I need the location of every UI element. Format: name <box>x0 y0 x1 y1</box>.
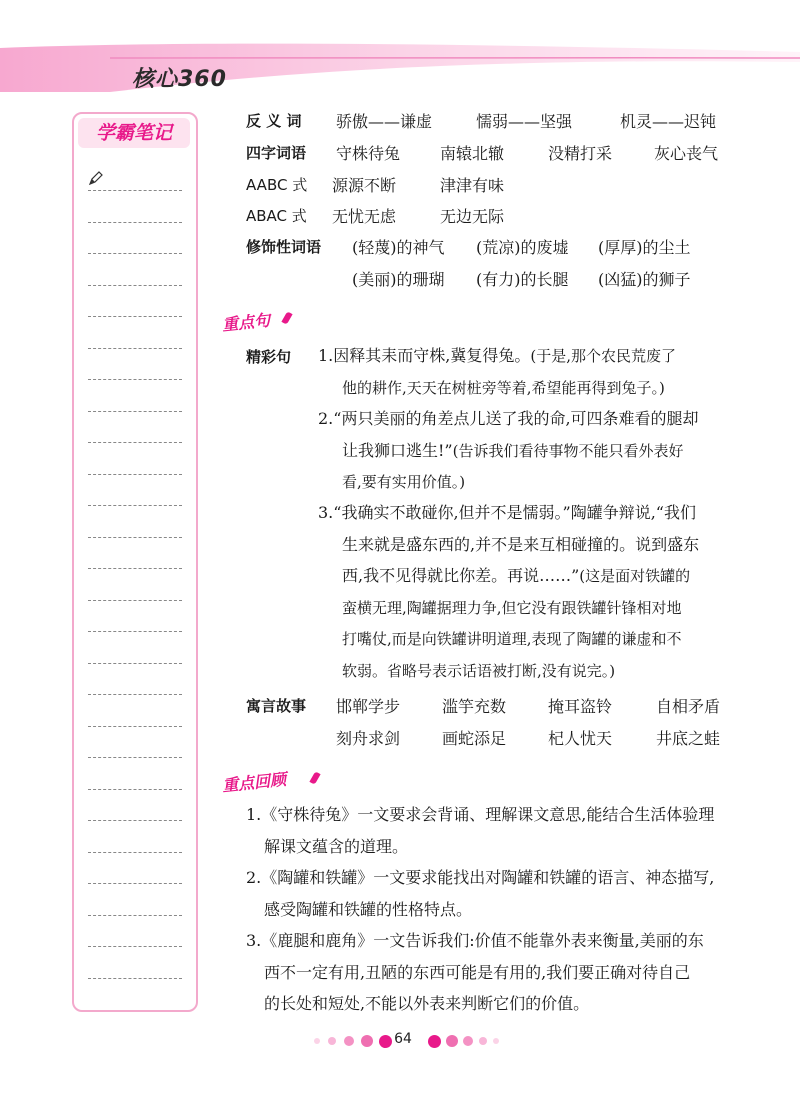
page-dot <box>361 1035 373 1047</box>
four-char-item: 灰心丧气 <box>654 144 719 163</box>
fables-label: 寓言故事 <box>246 697 307 715</box>
heading-mark-icon <box>309 771 320 784</box>
header-band <box>0 0 800 100</box>
aabc-label: AABC 式 <box>246 176 308 194</box>
modifier-item: (美丽)的珊瑚 <box>352 270 445 289</box>
antonym-label: 反 义 词 <box>246 112 302 130</box>
page-dot <box>314 1038 320 1044</box>
page-dot <box>479 1037 487 1045</box>
note-line <box>88 883 182 884</box>
pencil-icon <box>88 170 104 186</box>
note-line <box>88 568 182 569</box>
modifier-item: (厚厚)的尘土 <box>598 238 691 257</box>
note-line <box>88 600 182 601</box>
fable-item: 画蛇添足 <box>442 729 507 748</box>
fable-item: 滥竽充数 <box>442 697 507 716</box>
notes-sidebar <box>72 112 198 1012</box>
note-line <box>88 411 182 412</box>
abac-label: ABAC 式 <box>246 207 307 225</box>
page-dot <box>493 1038 499 1044</box>
review-heading: 重点回顾 <box>221 769 287 796</box>
four-char-item: 守株待兔 <box>336 144 401 163</box>
note-line <box>88 222 182 223</box>
heading-mark-icon <box>281 311 292 324</box>
four-char-item: 南辕北辙 <box>440 144 505 163</box>
antonym-item: 机灵——迟钝 <box>620 112 717 131</box>
note-line <box>88 726 182 727</box>
antonym-item: 懦弱——坚强 <box>476 112 573 131</box>
note-line <box>88 537 182 538</box>
fable-item: 掩耳盗铃 <box>548 697 613 716</box>
page-number: 64 <box>394 1031 412 1047</box>
review-list: 1.《守株待兔》一文要求会背诵、理解课文意思,能结合生活体验理 解课文蕴含的道理。 2.《陶罐和铁罐》一文要求能找出对陶罐和铁罐的语言、神态描写, 感受陶罐和铁罐的性格特点。 3.《鹿腿和鹿角》一文告诉我们:价值不能靠外表来衡量,美丽的东 西不一定有用,丑陋的东西可能是有用的,我们要正确对待自己 的长处和短处,不能以外表来判断它们的价值。 <box>246 799 766 1020</box>
modifier-item: (凶猛)的狮子 <box>598 270 691 289</box>
note-line <box>88 316 182 317</box>
abac-item: 无忧无虑 <box>332 207 397 226</box>
review-item: 3.《鹿腿和鹿角》一文告诉我们:价值不能靠外表来衡量,美丽的东 <box>246 931 704 950</box>
modifier-item: (荒凉)的废墟 <box>476 238 569 257</box>
note-line <box>88 946 182 947</box>
page-dot <box>428 1035 441 1048</box>
review-item: 2.《陶罐和铁罐》一文要求能找出对陶罐和铁罐的语言、神态描写, <box>246 868 715 887</box>
note-line <box>88 253 182 254</box>
note-line <box>88 663 182 664</box>
note-line <box>88 505 182 506</box>
note-line <box>88 474 182 475</box>
fable-item: 自相矛盾 <box>656 697 721 716</box>
key-sentences-label: 精彩句 <box>246 348 292 366</box>
aabc-item: 津津有味 <box>440 176 505 195</box>
note-line <box>88 190 182 191</box>
note-line <box>88 820 182 821</box>
aabc-item: 源源不断 <box>332 176 397 195</box>
header-title: 核心360 <box>132 67 227 92</box>
abac-item: 无边无际 <box>440 207 505 226</box>
note-line <box>88 915 182 916</box>
four-char-label: 四字词语 <box>246 144 307 162</box>
fable-item: 井底之蛙 <box>656 729 721 748</box>
sentence-2: 2.“两只美丽的角差点儿送了我的命,可四条难看的腿却 让我狮口逃生!”(告诉我们看待事物不能只看外表好 看,要有实用价值。) <box>318 409 699 491</box>
note-line <box>88 789 182 790</box>
page-dot <box>328 1037 336 1045</box>
note-line <box>88 852 182 853</box>
note-line <box>88 694 182 695</box>
note-line <box>88 379 182 380</box>
note-line <box>88 442 182 443</box>
note-line <box>88 348 182 349</box>
sentence-3: 3.“我确实不敢碰你,但并不是懦弱。”陶罐争辩说,“我们 生来就是盛东西的,并不是来互相碰撞的。说到盛东 西,我不见得就比你差。再说……”(这是面对铁罐的 蛮横无理,陶罐据理力争,但它没有跟铁罐针锋相对地 打嘴仗,而是向铁罐讲明道理,表现了陶罐的谦虚和不 软弱。省略号表示话语被打断,没有说完。) <box>318 503 700 680</box>
page-dot <box>344 1036 354 1046</box>
note-line <box>88 978 182 979</box>
antonym-item: 骄傲——谦虚 <box>336 112 433 131</box>
note-line <box>88 285 182 286</box>
fable-item: 杞人忧天 <box>548 729 613 748</box>
sentence-1: 1.因释其耒而守株,冀复得兔。(于是,那个农民荒废了 他的耕作,天天在树桩旁等着,希望能再得到兔子。) <box>318 346 676 397</box>
page-dot <box>463 1036 473 1046</box>
modifier-label: 修饰性词语 <box>246 238 322 256</box>
sidebar-title: 学霸笔记 <box>78 118 190 148</box>
modifier-item: (轻蔑)的神气 <box>352 238 445 257</box>
note-line <box>88 631 182 632</box>
note-line <box>88 757 182 758</box>
page-dot <box>446 1035 458 1047</box>
review-item: 1.《守株待兔》一文要求会背诵、理解课文意思,能结合生活体验理 <box>246 805 715 824</box>
fable-item: 邯郸学步 <box>336 697 401 716</box>
four-char-item: 没精打采 <box>548 144 613 163</box>
key-sentences-heading: 重点句 <box>221 310 271 335</box>
modifier-item: (有力)的长腿 <box>476 270 569 289</box>
fable-item: 刻舟求剑 <box>336 729 401 748</box>
